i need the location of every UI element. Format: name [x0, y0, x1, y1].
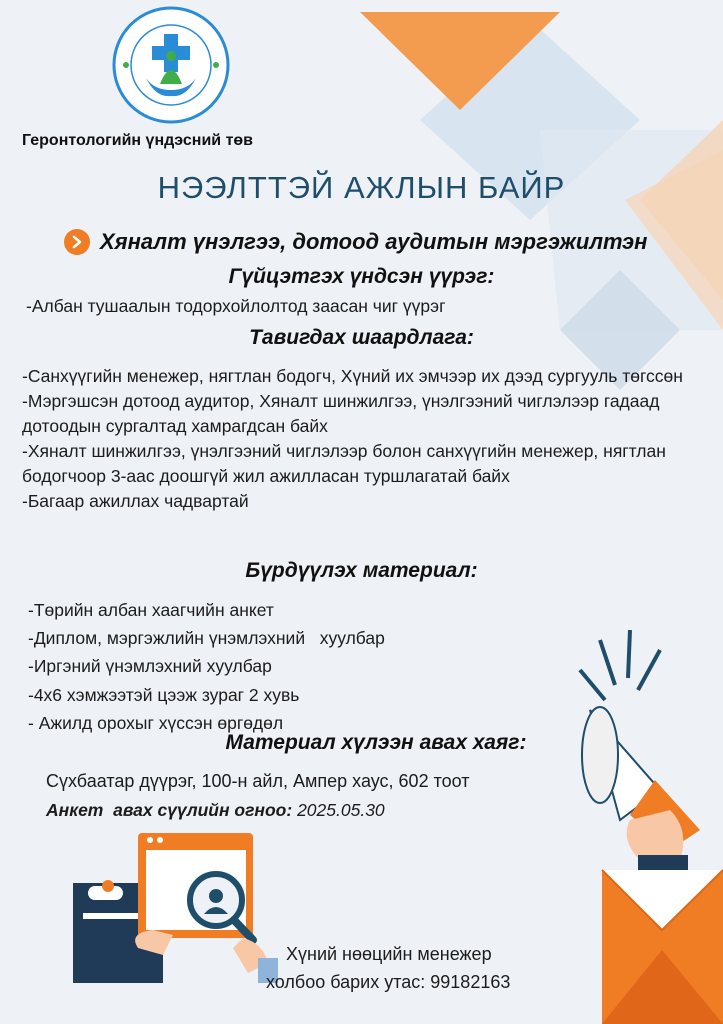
- document-item: -Төрийн албан хаагчийн анкет: [28, 600, 274, 620]
- recruitment-illustration: [68, 828, 288, 988]
- requirement-item: -Мэргэшсэн дотоод аудитор, Хяналт шинжилгээ, үнэлгээний чиглэлээр гадаад дотоодын сургалтад хамрагдсан байх: [22, 391, 660, 436]
- address-text: Сүхбаатар дүүрэг, 100-н айл, Ампер хаус, 602 тоот: [46, 771, 470, 791]
- requirement-item: -Багаар ажиллах чадвартай: [22, 491, 249, 511]
- duties-heading: Гүйцэтгэх үндсэн үүрэг:: [228, 265, 495, 288]
- page-title: НЭЭЛТТЭЙ АЖЛЫН БАЙР: [157, 170, 566, 205]
- document-item: - Ажилд орохыг хүссэн өргөдөл: [28, 712, 284, 733]
- document-item: -4x6 хэмжээтэй цээж зураг 2 хувь: [28, 684, 300, 705]
- organization-name: Геронтологийн үндэсний төв: [22, 132, 254, 149]
- position-row: [64, 229, 647, 255]
- deadline-label: Анкет авах сүүлийн огноо:: [46, 800, 293, 820]
- position-title: Хяналт үнэлгээ, дотоод аудитын мэргэжилтэн: [100, 229, 648, 254]
- address-heading: Материал хүлээн авах хаяг:: [225, 731, 527, 754]
- document-item: -Диплом, мэргэжлийн үнэмлэхний хуулбар: [28, 628, 385, 649]
- deadline: [46, 800, 385, 821]
- documents-list: [28, 598, 385, 739]
- requirements-list: [22, 364, 722, 514]
- deadline-date: 2025.05.30: [297, 800, 385, 820]
- contact-phone: холбоо барих утас: 99182163: [266, 972, 511, 992]
- requirement-item: -Санхүүгийн менежер, нягтлан бодогч, Хүний их эмчээр их дээд сургууль төгссөн: [22, 366, 683, 386]
- requirement-item: -Хяналт шинжилгээ, үнэлгээний чиглэлээр болон санхүүгийн менежер, нягтлан бодогчоор 3-аас доошгүй жил ажилласан туршлагатай байх: [22, 441, 666, 486]
- documents-heading: Бүрдүүлэх материал:: [245, 559, 478, 582]
- requirements-heading: Тавигдах шаардлага:: [249, 326, 474, 349]
- contact-role: Хүний нөөцийн менежер: [286, 944, 492, 964]
- chevron-right-icon: [64, 229, 90, 255]
- document-item: -Иргэний үнэмлэхний хуулбар: [28, 656, 272, 677]
- megaphone-illustration: [560, 630, 723, 1024]
- organization-logo: [112, 6, 230, 124]
- contact-block: [266, 940, 510, 996]
- duties-text: -Албан тушаалын тодорхойлолтод заасан чиг үүрэг: [26, 296, 446, 316]
